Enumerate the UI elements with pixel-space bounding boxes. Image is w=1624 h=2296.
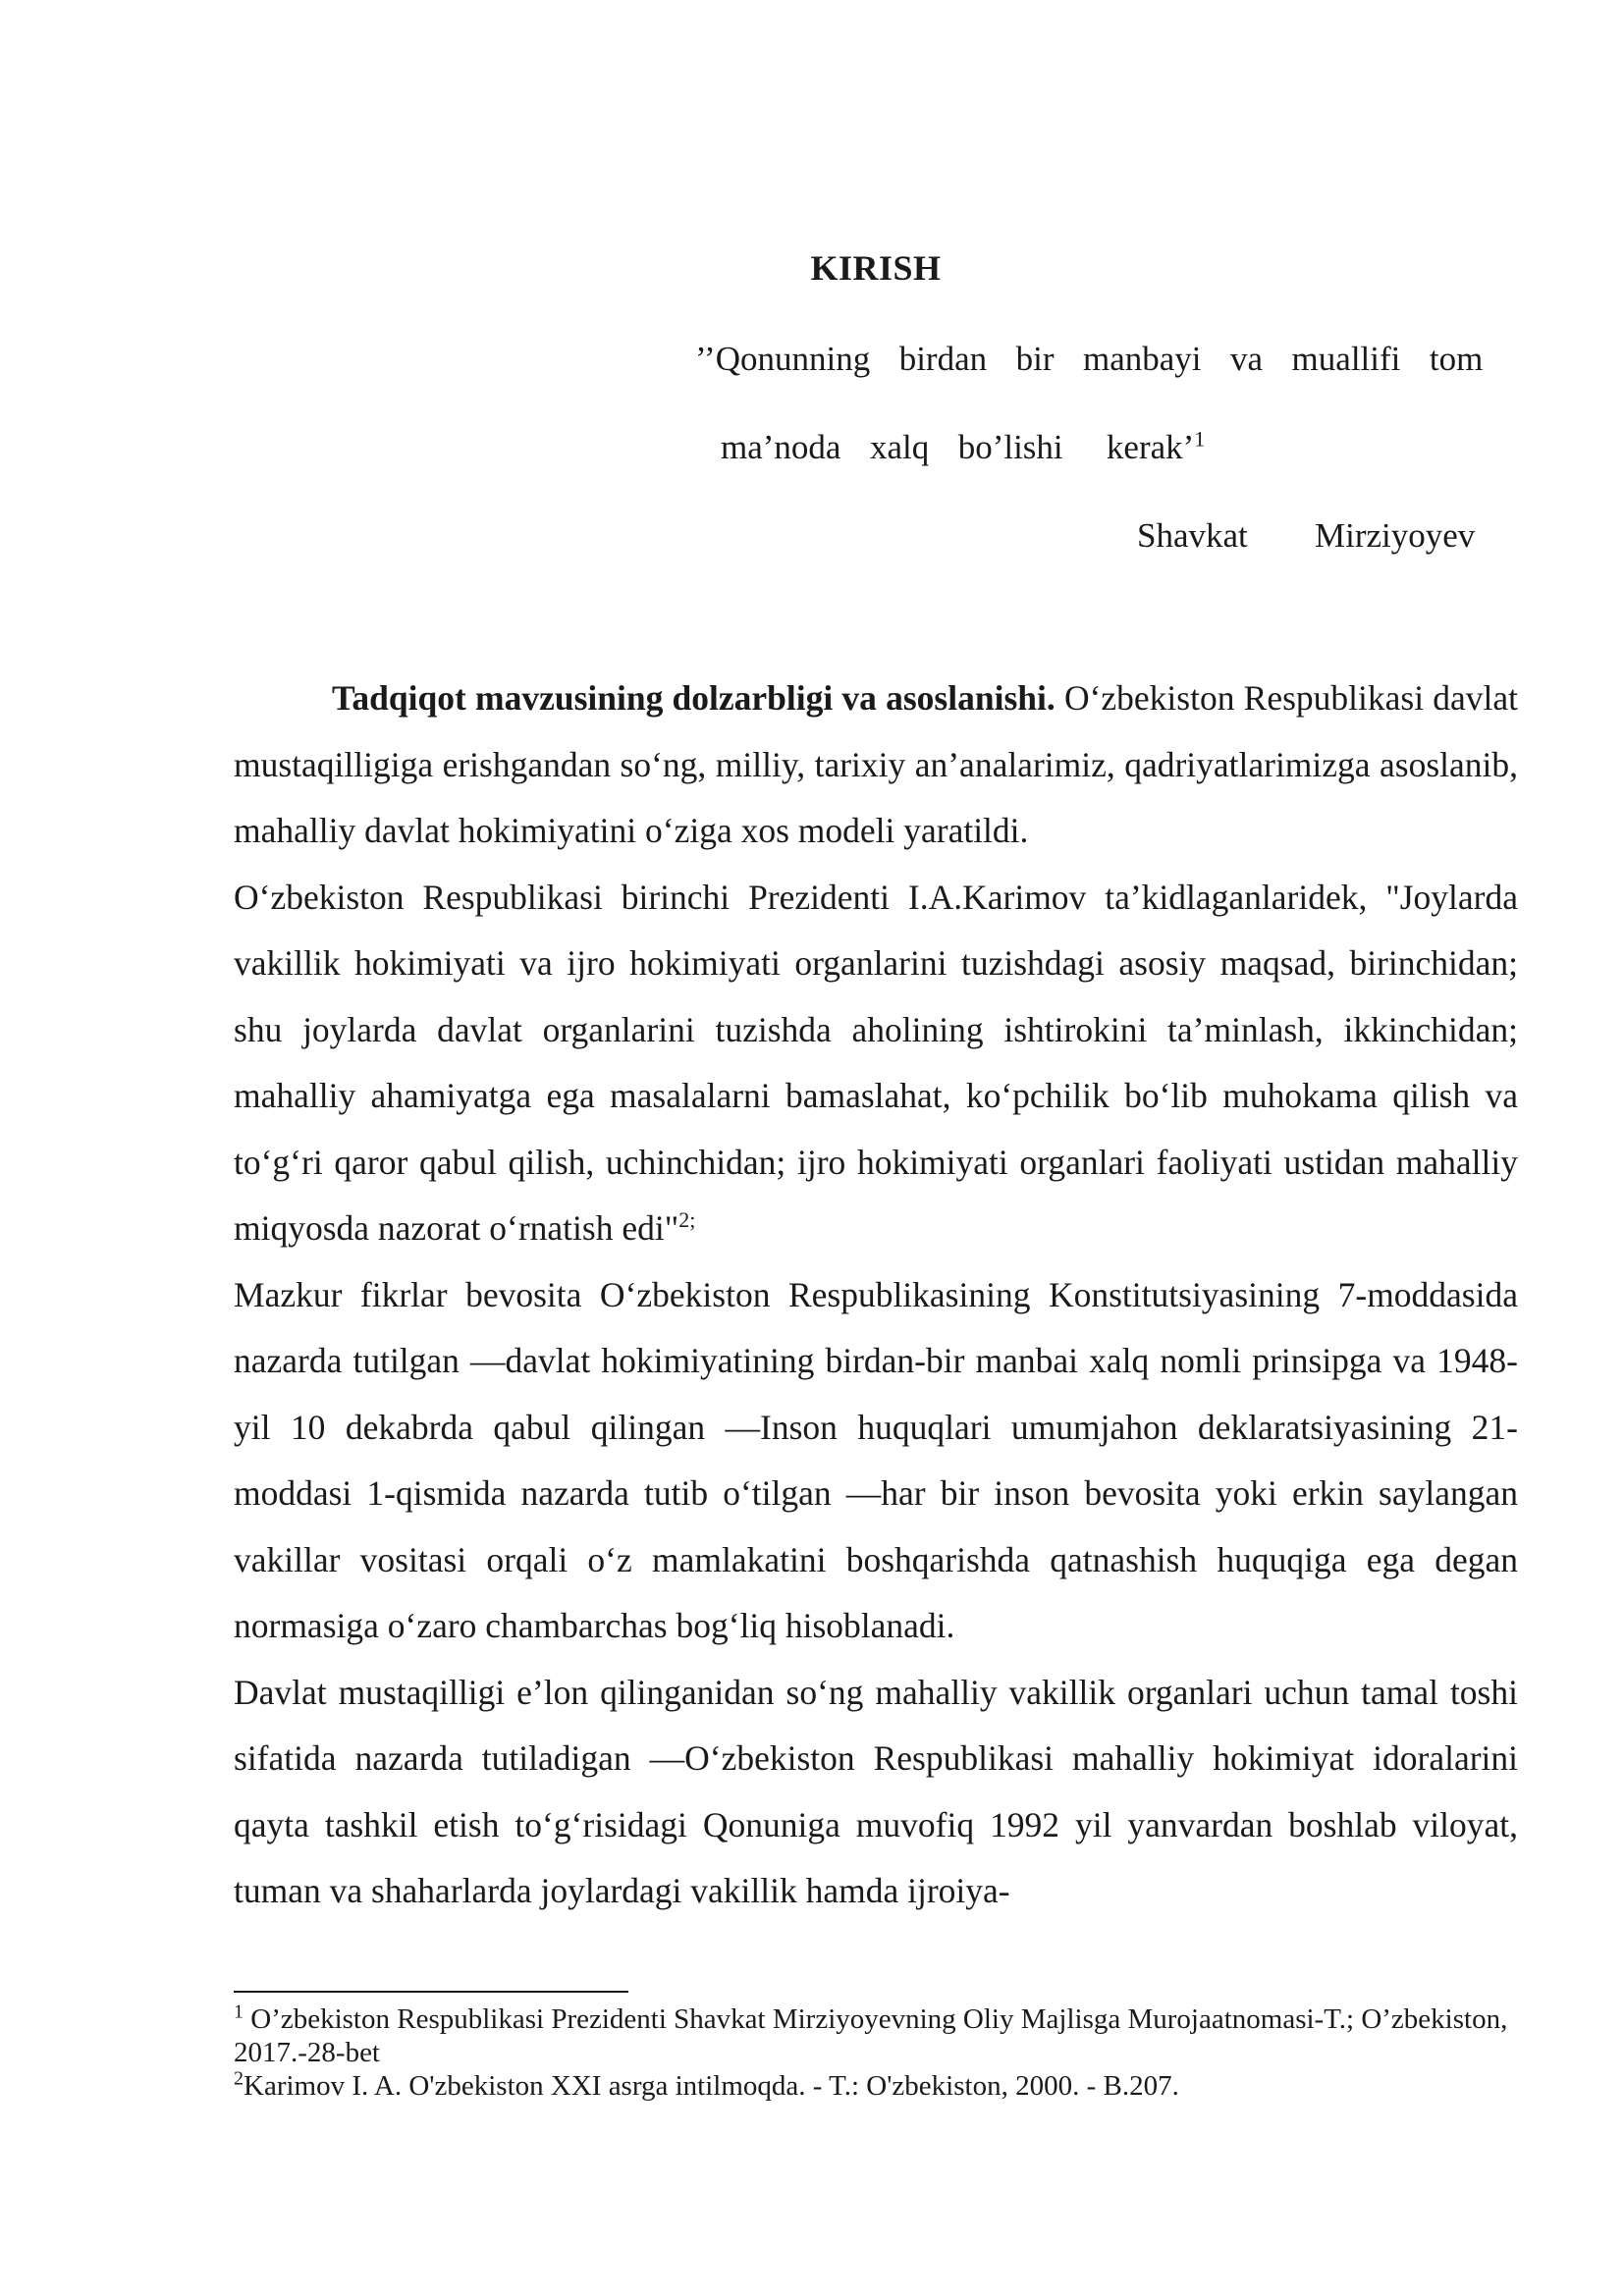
chapter-title: KIRISH — [810, 248, 942, 288]
footnote-ref-2-tail: ; — [689, 1207, 696, 1233]
epigraph-line-1-text: ’’Qonunning birdan bir manbayi va muallifi tom — [695, 340, 1484, 378]
footnote-1 — [234, 2002, 1518, 2069]
paragraph-2 — [234, 865, 1518, 1262]
footnote-1-marker: 1 — [234, 2001, 244, 2023]
epigraph-author: Shavkat Mirziyoyev — [1137, 516, 1476, 555]
paragraph-1-text: O‘zbekiston Respublikasi davlat mustaqilligiga erishgandan so‘ng, milliy, tarixiy an’analarimiz, qadriyatlarimizga asoslanib, mahalliy davlat hokimiyatini o‘ziga xos modeli yaratildi. — [234, 678, 1518, 850]
paragraph-3-text: Mazkur fikrlar bevosita O‘zbekiston Respublikasining Konstitutsiyasining 7-moddasida nazarda tutilgan —davlat hokimiyatining birdan-bir manbai xalq nomli prinsipga va 1948-yil 10 dekabrda qabul qilingan —Inson huquqlari umumjahon deklaratsiyasining 21-moddasi 1-qismida nazarda tutib o‘tilgan —har bir inson bevosita yoki erkin saylangan vakillar vositasi orqali o‘z mamlakatini boshqarishda qatnashish huquqiga ega degan normasiga o‘zaro chambarchas bog‘liq hisoblanadi. — [234, 1274, 1518, 1645]
paragraph-1 — [234, 666, 1518, 865]
footnote-ref-1: 1 — [1194, 426, 1206, 452]
section-heading-inline: Tadqiqot mavzusining dolzarbligi va asoslanishi. — [332, 678, 1056, 718]
paragraph-4 — [234, 1660, 1518, 1925]
footnote-2-marker: 2 — [234, 2067, 244, 2090]
footnote-2-text: Karimov I. A. O'zbekiston XXI asrga intilmoqda. - T.: O'zbekiston, 2000. - B.207. — [244, 2070, 1179, 2102]
footnote-1-text: O’zbekiston Respublikasi Prezidenti Shavkat Mirziyoyevning Oliy Majlisga Murojaatnomasi-T.; O’zbekiston, 2017.-28-bet — [234, 2003, 1508, 2068]
epigraph-line-2 — [721, 428, 1205, 467]
footnote-separator — [234, 1991, 628, 1993]
epigraph-line-2-text: ma’noda xalq bo’lishi kerak’ — [721, 428, 1195, 466]
epigraph-line-1 — [695, 340, 1483, 379]
paragraph-2-text: O‘zbekiston Respublikasi birinchi Prezidenti I.A.Karimov ta’kidlaganlaridek, "Joylarda vakillik hokimiyati va ijro hokimiyati organlarini tuzishdagi asosiy maqsad, birinchidan; shu joylarda davlat organlarini tuzishda aholining ishtirokini ta’minlash, ikkinchidan; mahalliy ahamiyatga ega masalalarni bamaslahat, ko‘pchilik bo‘lib muhokama qilish va to‘g‘ri qaror qabul qilish, uchinchidan; ijro hokimiyati organlari faoliyati ustidan mahalliy miqyosda nazorat o‘rnatish edi" — [234, 877, 1518, 1248]
body-text — [234, 666, 1518, 1925]
paragraph-3 — [234, 1262, 1518, 1660]
footnote-ref-2: 2 — [678, 1207, 690, 1233]
footnotes — [234, 2002, 1518, 2103]
footnote-2 — [234, 2069, 1518, 2103]
paragraph-4-text: Davlat mustaqilligi e’lon qilinganidan so‘ng mahalliy vakillik organlari uchun tamal toshi sifatida nazarda tutiladigan —O‘zbekiston Respublikasi mahalliy hokimiyat idoralarini qayta tashkil etish to‘g‘risidagi Qonuniga muvofiq 1992 yil yanvardan boshlab viloyat, tuman va shaharlarda joylardagi vakillik hamda ijroiya- — [234, 1672, 1518, 1910]
